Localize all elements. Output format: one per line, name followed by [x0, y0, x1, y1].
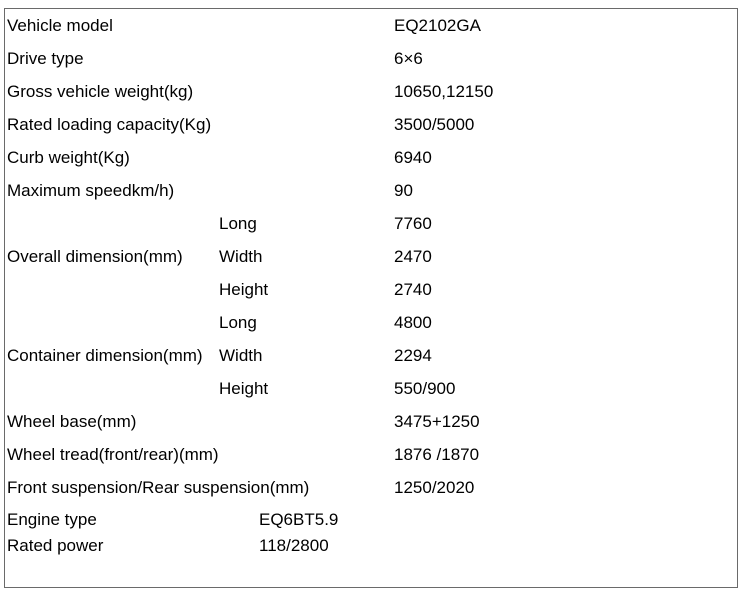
row-sublabel: Width	[219, 247, 263, 266]
row-value: 1250/2020	[394, 478, 475, 497]
spec-row-rated-power	[5, 533, 737, 559]
row-label: Gross vehicle weight(kg)	[7, 82, 194, 101]
spec-row-container-long	[5, 306, 737, 339]
row-value: 2470	[394, 247, 432, 266]
row-value: 118/2800	[259, 536, 329, 555]
spec-row-vehicle-model	[5, 9, 737, 42]
row-label: Rated power	[7, 536, 104, 555]
row-value: 90	[394, 181, 413, 200]
row-label: Engine type	[7, 510, 97, 529]
spec-row-overall-long	[5, 207, 737, 240]
row-sublabel: Height	[219, 379, 269, 398]
row-label: Wheel tread(front/rear)(mm)	[7, 445, 219, 464]
engine-spec-block	[5, 507, 737, 559]
row-value: 3500/5000	[394, 115, 475, 134]
spec-row-overall-height	[5, 273, 737, 306]
row-label: Wheel base(mm)	[7, 412, 137, 431]
row-label: Front suspension/Rear suspension(mm)	[7, 478, 310, 497]
row-value: 550/900	[394, 379, 456, 398]
row-sublabel: Long	[219, 214, 257, 233]
row-sublabel: Long	[219, 313, 257, 332]
row-label: Overall dimension(mm)	[7, 247, 183, 266]
row-value: 6×6	[394, 49, 423, 68]
spec-row-wheel-tread	[5, 438, 737, 471]
spec-row-drive-type	[5, 42, 737, 75]
spec-row-suspension	[5, 471, 737, 504]
row-value: 6940	[394, 148, 432, 167]
spec-row-engine-type	[5, 507, 737, 533]
spec-table	[5, 9, 737, 504]
spec-sheet-frame	[4, 8, 738, 588]
row-label: Maximum speedkm/h)	[7, 181, 175, 200]
row-value: 2740	[394, 280, 432, 299]
row-value: EQ6BT5.9	[259, 510, 339, 529]
spec-row-rated-loading	[5, 108, 737, 141]
spec-row-gross-weight	[5, 75, 737, 108]
row-label: Container dimension(mm)	[7, 346, 203, 365]
row-value: 1876 /1870	[394, 445, 480, 464]
row-value: 7760	[394, 214, 432, 233]
row-value: 2294	[394, 346, 432, 365]
spec-row-container-width	[5, 339, 737, 372]
row-value: EQ2102GA	[394, 16, 481, 35]
row-sublabel: Width	[219, 346, 263, 365]
row-label: Vehicle model	[7, 16, 113, 35]
row-sublabel: Height	[219, 280, 269, 299]
row-value: 10650,12150	[394, 82, 494, 101]
row-label: Drive type	[7, 49, 84, 68]
spec-row-container-height	[5, 372, 737, 405]
spec-row-wheel-base	[5, 405, 737, 438]
row-label: Rated loading capacity(Kg)	[7, 115, 212, 134]
spec-row-curb-weight	[5, 141, 737, 174]
spec-row-overall-width	[5, 240, 737, 273]
row-label: Curb weight(Kg)	[7, 148, 130, 167]
spec-row-max-speed	[5, 174, 737, 207]
row-value: 4800	[394, 313, 432, 332]
row-value: 3475+1250	[394, 412, 480, 431]
